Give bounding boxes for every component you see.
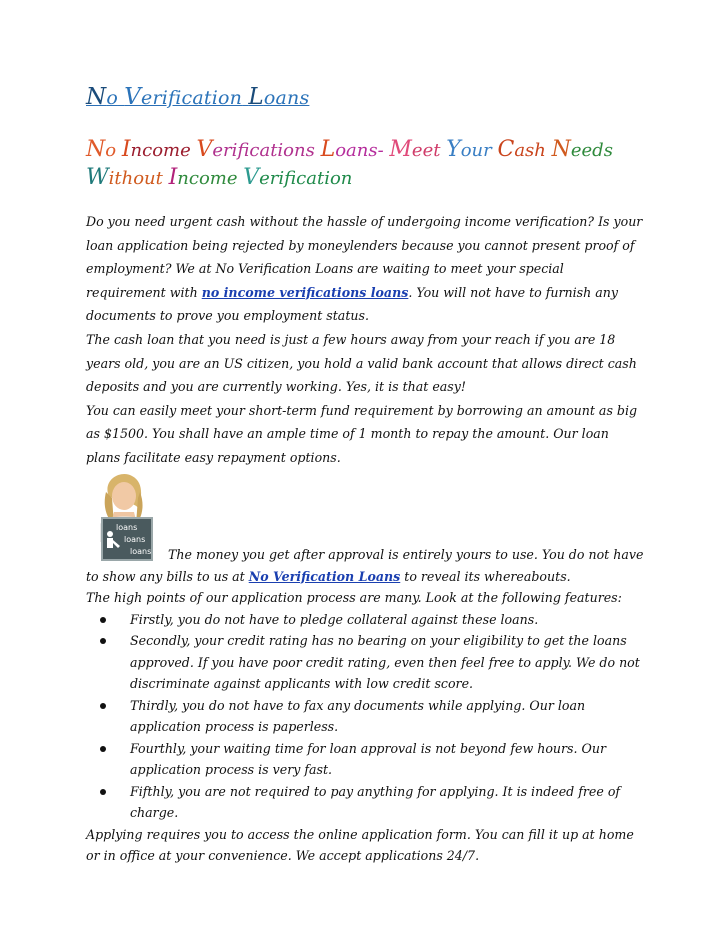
subtitle-word-cap: I bbox=[168, 165, 178, 190]
subtitle-word-rest: ncome bbox=[177, 168, 244, 189]
bullet-icon bbox=[100, 638, 106, 644]
features-list bbox=[86, 609, 646, 824]
subtitle-word-rest: erification bbox=[259, 168, 353, 189]
subtitle-word-cap: Y bbox=[446, 137, 461, 162]
subtitle-word-cap: I bbox=[121, 137, 131, 162]
no-verification-loans-link[interactable]: No Verification Loans bbox=[248, 568, 401, 584]
subtitle-word-rest: erifications bbox=[212, 140, 321, 161]
subtitle-word-rest: ncome bbox=[130, 140, 197, 161]
subtitle-word-cap: M bbox=[389, 137, 412, 162]
paragraph-money-use bbox=[86, 544, 646, 587]
bullet-icon bbox=[100, 703, 106, 709]
paragraph-intro bbox=[86, 210, 646, 328]
subtitle-word-rest: eet bbox=[411, 140, 447, 161]
title-cap-n: N bbox=[86, 84, 107, 110]
page-title bbox=[86, 84, 309, 110]
list-item bbox=[130, 695, 646, 738]
subtitle-word-cap: N bbox=[551, 137, 571, 162]
intro-body bbox=[86, 210, 646, 470]
title-rest-o: o bbox=[106, 87, 118, 109]
subtitle-line-2 bbox=[86, 164, 646, 192]
subtitle-word-rest: ash bbox=[514, 140, 552, 161]
bullet-icon bbox=[100, 789, 106, 795]
list-item bbox=[130, 609, 646, 631]
paragraph-amount: You can easily meet your short-term fund requirement by borrowing an amount as big as $1500. You shall have an ample time of 1 month to repay the amount. Our loan plans facilitate easy repayment options. bbox=[86, 402, 638, 465]
subtitle-word-rest: o bbox=[105, 140, 122, 161]
paragraph-intro-text-a: Do you need urgent cash without the hassle of undergoing income verification? Is your loan application being rejected by moneylenders because you cannot present proof of employment? We at No Verification Loans are waiting to meet your special requirement with bbox=[86, 214, 643, 300]
subtitle-word-rest: eeds bbox=[570, 140, 613, 161]
feature-text: Firstly, you do not have to pledge collateral against these loans. bbox=[130, 611, 539, 627]
feature-text: Secondly, your credit rating has no bearing on your eligibility to get the loans approved. If you have poor credit rating, even then feel free to apply. We do not discriminate against applicants with low credit score. bbox=[130, 633, 640, 691]
feature-text: Fifthly, you are not required to pay anything for applying. It is indeed free of charge. bbox=[130, 783, 621, 820]
subtitle-word-rest: ithout bbox=[108, 168, 169, 189]
paragraph-high-points: The high points of our application process are many. Look at the following features: bbox=[86, 590, 622, 605]
feature-text: Fourthly, your waiting time for loan approval is not beyond few hours. Our application process is very fast. bbox=[130, 740, 606, 777]
sign-word-3: loans bbox=[130, 547, 152, 556]
title-cap-l: L bbox=[248, 84, 264, 110]
subtitle-word-rest: oans- bbox=[335, 140, 390, 161]
feature-text: Thirdly, you do not have to fax any documents while applying. Our loan application process is paperless. bbox=[130, 697, 586, 734]
subtitle-line-1 bbox=[86, 136, 646, 164]
paragraph-eligibility: The cash loan that you need is just a few hours away from your reach if you are 18 years old, you are an US citizen, you hold a valid bank account that allows direct cash deposits and you are currently working. Yes, it is that easy! bbox=[86, 331, 637, 395]
sign-word-1: loans bbox=[116, 523, 138, 532]
bullet-icon bbox=[100, 617, 106, 623]
paragraph-money-use-text-a: The money you get after approval is entirely yours to use. You do not have to show any bills to us at bbox=[86, 547, 644, 584]
list-item bbox=[130, 738, 646, 781]
subtitle-word-cap: W bbox=[86, 165, 109, 190]
title-rest-oans: oans bbox=[263, 87, 310, 109]
paragraph-money-use-text-b: to reveal its whereabouts. bbox=[400, 568, 571, 584]
subtitle-word-rest: our bbox=[460, 140, 498, 161]
bullet-icon bbox=[100, 746, 106, 752]
features-section bbox=[86, 544, 646, 867]
sign-word-2: loans bbox=[124, 535, 146, 544]
subtitle-word-cap: V bbox=[243, 165, 260, 190]
paragraph-intro-text-b: . You will not have to furnish any documents to prove you employment status. bbox=[86, 284, 618, 324]
title-cap-v: V bbox=[124, 84, 142, 110]
title-rest-erification: erification bbox=[141, 87, 243, 109]
list-item bbox=[130, 781, 646, 824]
paragraph-apply-online: Applying requires you to access the online application form. You can fill it up at home or in office at your convenience. We accept applications 24/7. bbox=[86, 826, 634, 863]
subtitle-word-cap: V bbox=[196, 137, 213, 162]
subtitle-word-cap: C bbox=[497, 137, 515, 162]
list-item bbox=[130, 630, 646, 695]
subtitle-heading bbox=[86, 136, 646, 192]
no-income-verifications-loans-link[interactable]: no income verifications loans bbox=[201, 284, 409, 300]
subtitle-word-cap: L bbox=[320, 137, 336, 162]
subtitle-word-cap: N bbox=[86, 137, 106, 162]
